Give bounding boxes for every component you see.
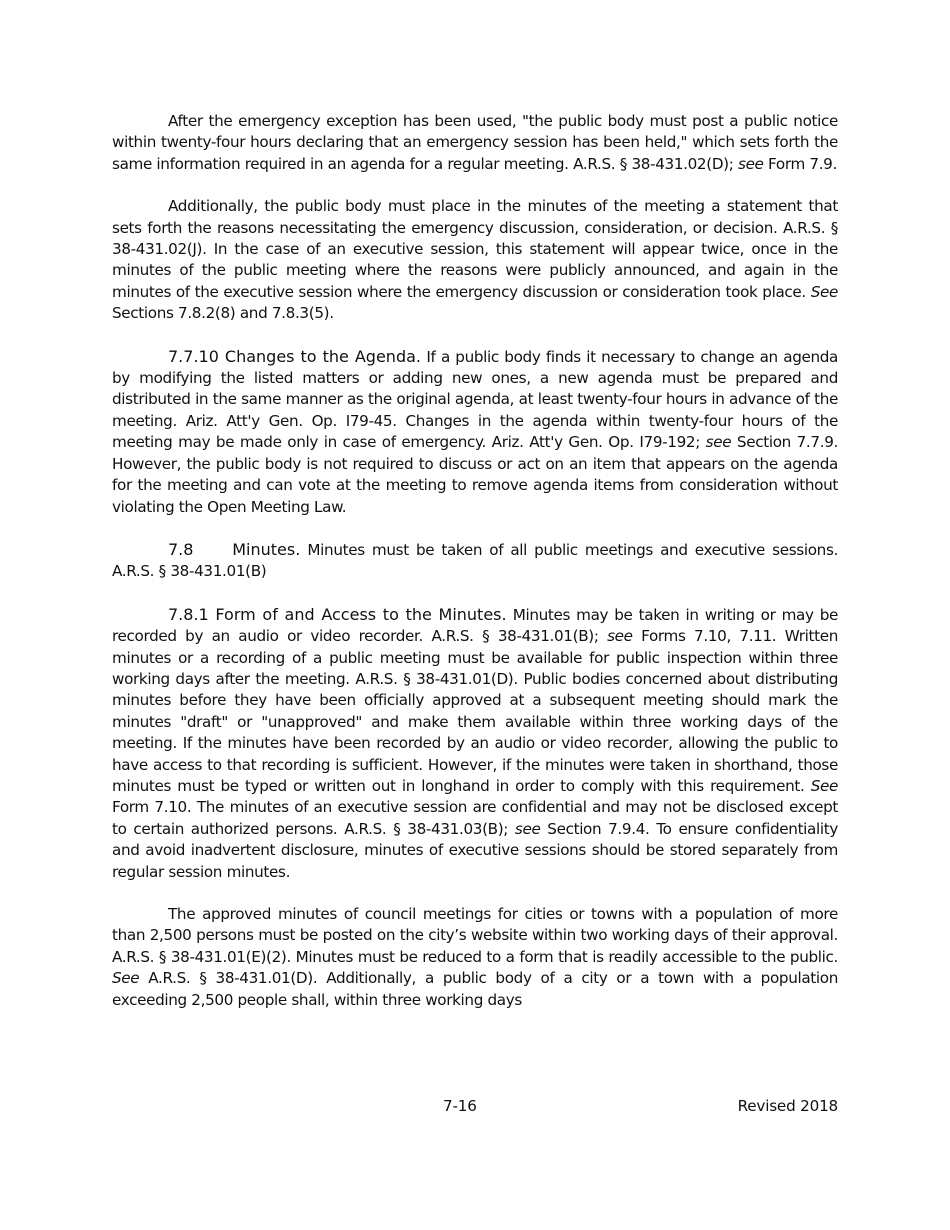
- paragraph-emergency-minutes: [112, 196, 838, 324]
- revision-label: Revised 2018: [737, 1097, 838, 1115]
- text-run: A.R.S. § 38-431.01(D). Additionally, a public body of a city or a town with a population exceeding 2,500 people shall, within three working days: [112, 969, 838, 1009]
- italic-signal: See: [810, 282, 838, 301]
- italic-signal: see: [705, 433, 732, 452]
- paragraph-form-and-access: [112, 604, 838, 883]
- section-heading: 7.7.10 Changes to the Agenda.: [168, 346, 421, 366]
- paragraph-changes-to-agenda: [112, 346, 838, 518]
- text-run: Forms 7.10, 7.11. Written minutes or a recording of a public meeting must be available for public inspection within three working days after the meeting. A.R.S. § 38-431.01(D). Public bodies concerned about distributing minutes before they have been officially approved at a subsequent meeting should mark the minutes "draft" or "unapproved" and make them available within three working days of the meeting. If the minutes have been recorded by an audio or video recorder, allowing the public to have access to that recording is sufficient. However, if the minutes were taken in shorthand, those minutes must be typed or written out in longhand in order to comply with this requirement.: [112, 627, 838, 795]
- text-run: Additionally, the public body must place in the minutes of the meeting a statement that sets forth the reasons necessitating the emergency discussion, consideration, or decision. A.R.S. § 38-431.02(J). In the case of an executive session, this statement will appear twice, once in the minutes of the public meeting where the reasons were publicly announced, and again in the minutes of the executive session where the emergency discussion or consideration took place.: [112, 197, 838, 301]
- section-heading: 7.8.1 Form of and Access to the Minutes.: [168, 604, 507, 624]
- paragraph-approved-minutes: [112, 904, 838, 1011]
- italic-signal: see: [514, 819, 541, 838]
- page-number: 7-16: [443, 1097, 477, 1115]
- italic-signal: see: [607, 627, 633, 646]
- text-run: Section 7.7.9. However, the public body is not required to discuss or act on an item that appears on the agenda for the meeting and can vote at the meeting to remove agenda items from consideration without violating the Open Meeting Law.: [112, 433, 838, 516]
- section-heading: 7.8 Minutes.: [168, 539, 301, 559]
- body-text: [112, 111, 838, 1032]
- text-run: Form 7.10. The minutes of an executive session are confidential and may not be disclosed except to certain authorized persons. A.R.S. § 38-431.03(B);: [112, 798, 838, 838]
- text-run: If a public body finds it necessary to change an agenda by modifying the listed matters or adding new ones, a new agenda must be prepared and distributed in the same manner as the original agenda, at least twenty-four hours in advance of the meeting. Ariz. Att'y Gen. Op. I79-45. Changes in the agenda within twenty-four hours of the meeting may be made only in case of emergency. Ariz. Att'y Gen. Op. I79-192;: [112, 347, 838, 452]
- text-run: Minutes may be taken in writing or may be recorded by an audio or video recorder. A.R.S. § 38-431.01(B);: [112, 605, 839, 646]
- paragraph-minutes: [112, 539, 838, 583]
- italic-signal: see: [738, 154, 764, 173]
- text-run: Form 7.9.: [763, 154, 837, 173]
- text-run: After the emergency exception has been used, "the public body must post a public notice within twenty-four hours declaring that an emergency session has been held," which sets forth the same information required in an agenda for a regular meeting. A.R.S. § 38-431.02(D);: [112, 112, 838, 173]
- text-run: Sections 7.8.2(8) and 7.8.3(5).: [112, 304, 334, 323]
- paragraph-emergency-notice: [112, 111, 838, 175]
- italic-signal: See: [810, 776, 838, 795]
- italic-signal: See: [112, 969, 140, 988]
- text-run: Section 7.9.4. To ensure confidentiality and avoid inadvertent disclosure, minutes of executive sessions should be stored separately from regular session minutes.: [112, 819, 838, 881]
- text-run: Minutes must be taken of all public meetings and executive sessions. A.R.S. § 38-431.01(B): [112, 540, 838, 581]
- text-run: The approved minutes of council meetings for cities or towns with a population of more than 2,500 persons must be posted on the city’s website within two working days of their approval. A.R.S. § 38-431.01(E)(2). Minutes must be reduced to a form that is readily accessible to the public.: [112, 905, 838, 966]
- page-footer: [112, 1097, 838, 1119]
